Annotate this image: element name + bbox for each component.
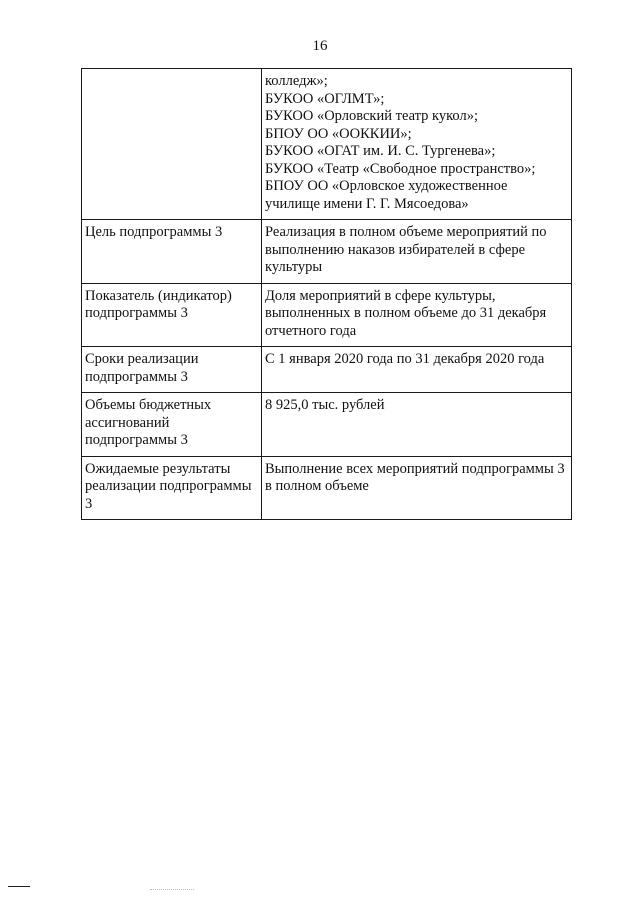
- executor-line: БПОУ ОО «ООККИИ»;: [265, 125, 412, 142]
- executor-line: БУКОО «Орловский театр кукол»;: [265, 108, 478, 124]
- row-label-executors: [82, 69, 262, 220]
- scan-edge-mark: [8, 886, 30, 887]
- row-label-goal: Цель подпрограммы 3: [82, 220, 262, 284]
- row-label-budget: Объемы бюджетных ассигнований подпрограммы 3: [82, 393, 262, 457]
- row-label-indicator: Показатель (индикатор) подпрограммы 3: [82, 283, 262, 347]
- executor-line: училище имени Г. Г. Мясоедова»: [265, 195, 469, 212]
- subprogram-passport-table: [81, 68, 572, 520]
- table-row-results: [82, 456, 572, 520]
- row-label-timeline: Сроки реализации подпрограммы 3: [82, 347, 262, 393]
- executor-line: БУКОО «ОГЛМТ»;: [265, 90, 385, 107]
- executor-line: колледж»;: [265, 73, 328, 89]
- executor-line: БУКОО «Театр «Свободное пространство»;: [265, 160, 536, 177]
- table-row-budget: [82, 393, 572, 457]
- executor-line: БУКОО «ОГАТ им. И. С. Тургенева»;: [265, 143, 496, 159]
- table-row-indicator: [82, 283, 572, 347]
- table-row-executors: [82, 69, 572, 220]
- scan-faint-mark: [150, 889, 194, 891]
- table-row-timeline: [82, 347, 572, 393]
- row-value-budget: 8 925,0 тыс. рублей: [262, 393, 572, 457]
- row-label-results: Ожидаемые результаты реализации подпрограммы 3: [82, 456, 262, 520]
- row-value-goal: Реализация в полном объеме мероприятий по выполнению наказов избирателей в сфере культуры: [262, 220, 572, 284]
- executors-list: [262, 69, 572, 220]
- row-value-results: Выполнение всех мероприятий подпрограммы 3 в полном объеме: [262, 456, 572, 520]
- page-number: 16: [312, 38, 328, 54]
- row-value-timeline: С 1 января 2020 года по 31 декабря 2020 года: [262, 347, 572, 393]
- table-row-goal: [82, 220, 572, 284]
- row-value-indicator: Доля мероприятий в сфере культуры, выполненных в полном объеме до 31 декабря отчетного года: [262, 283, 572, 347]
- executor-line: БПОУ ОО «Орловское художественное: [265, 178, 508, 194]
